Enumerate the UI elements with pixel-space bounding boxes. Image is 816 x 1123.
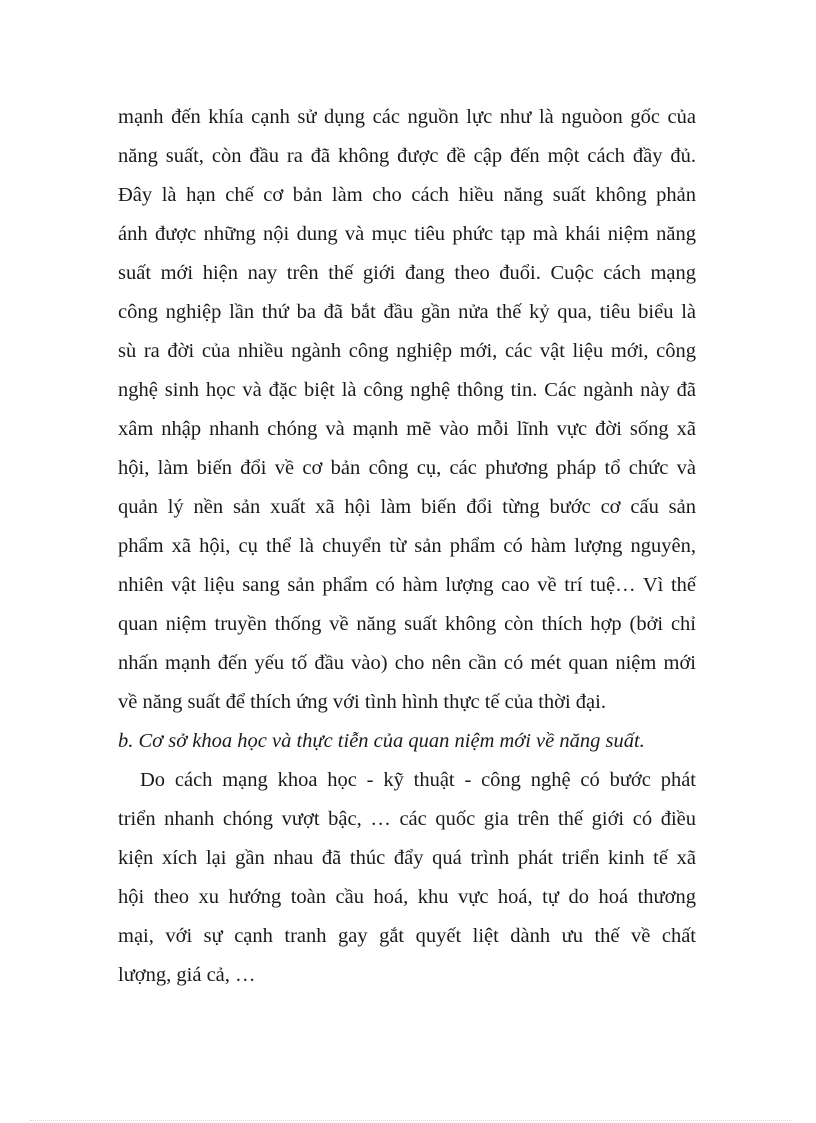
text-line: về năng suất để thích ứng với tình hình thực tế của thời đại. <box>118 691 606 713</box>
text-line: nhấn mạnh đến yếu tố đầu vào) cho nên cần có mét quan niệm mới <box>118 652 696 674</box>
text-line: kiện xích lại gần nhau đã thúc đẩy quá trình phát triển kinh tế xã <box>118 847 696 869</box>
paragraph-scientific-basis <box>118 761 696 995</box>
text-line: triển nhanh chóng vượt bậc, … các quốc gia trên thế giới có điều <box>118 808 696 830</box>
text-line: lượng, giá cả, … <box>118 964 256 986</box>
text-line: mạnh đến khía cạnh sử dụng các nguồn lực như là nguòon gốc của <box>118 106 696 128</box>
section-heading: b. Cơ sở khoa học và thực tiễn của quan niệm mới về năng suất. <box>118 730 645 752</box>
text-line: sù ra đời của nhiều ngành công nghiệp mới, các vật liệu mới, công <box>118 340 696 362</box>
text-line: Đây là hạn chế cơ bản làm cho cách hiều năng suất không phản <box>118 184 696 206</box>
page-bottom-divider <box>30 1120 792 1121</box>
text-line: xâm nhập nhanh chóng và mạnh mẽ vào mỗi lĩnh vực đời sống xã <box>118 418 696 440</box>
text-line: nghệ sinh học và đặc biệt là công nghệ thông tin. Các ngành này đã <box>118 379 696 401</box>
text-line: quản lý nền sản xuất xã hội làm biến đổi từng bước cơ cấu sản <box>118 496 696 518</box>
text-line: mại, với sự cạnh tranh gay gắt quyết liệt dành ưu thế về chất <box>118 925 696 947</box>
text-line: nhiên vật liệu sang sản phẩm có hàm lượng cao về trí tuệ… Vì thế <box>118 574 696 596</box>
text-line: hội theo xu hướng toàn cầu hoá, khu vực hoá, tự do hoá thương <box>118 886 696 908</box>
text-line: phẩm xã hội, cụ thể là chuyển từ sản phẩm có hàm lượng nguyên, <box>118 535 696 557</box>
text-line: suất mới hiện nay trên thế giới đang theo đuổi. Cuộc cách mạng <box>118 262 696 284</box>
text-line: quan niệm truyền thống về năng suất không còn thích hợp (bởi chỉ <box>118 613 696 635</box>
text-line: Do cách mạng khoa học - kỹ thuật - công nghệ có bước phát <box>140 769 696 791</box>
text-line: công nghiệp lần thứ ba đã bắt đầu gần nửa thế kỷ qua, tiêu biểu là <box>118 301 696 323</box>
body-text <box>118 98 696 995</box>
text-line: hội, làm biến đổi về cơ bản công cụ, các phương pháp tổ chức và <box>118 457 696 479</box>
paragraph-productivity-concept <box>118 98 696 722</box>
text-line: năng suất, còn đầu ra đã không được đề cập đến một cách đầy đủ. <box>118 145 696 167</box>
text-line: ánh được những nội dung và mục tiêu phức tạp mà khái niệm năng <box>118 223 696 245</box>
